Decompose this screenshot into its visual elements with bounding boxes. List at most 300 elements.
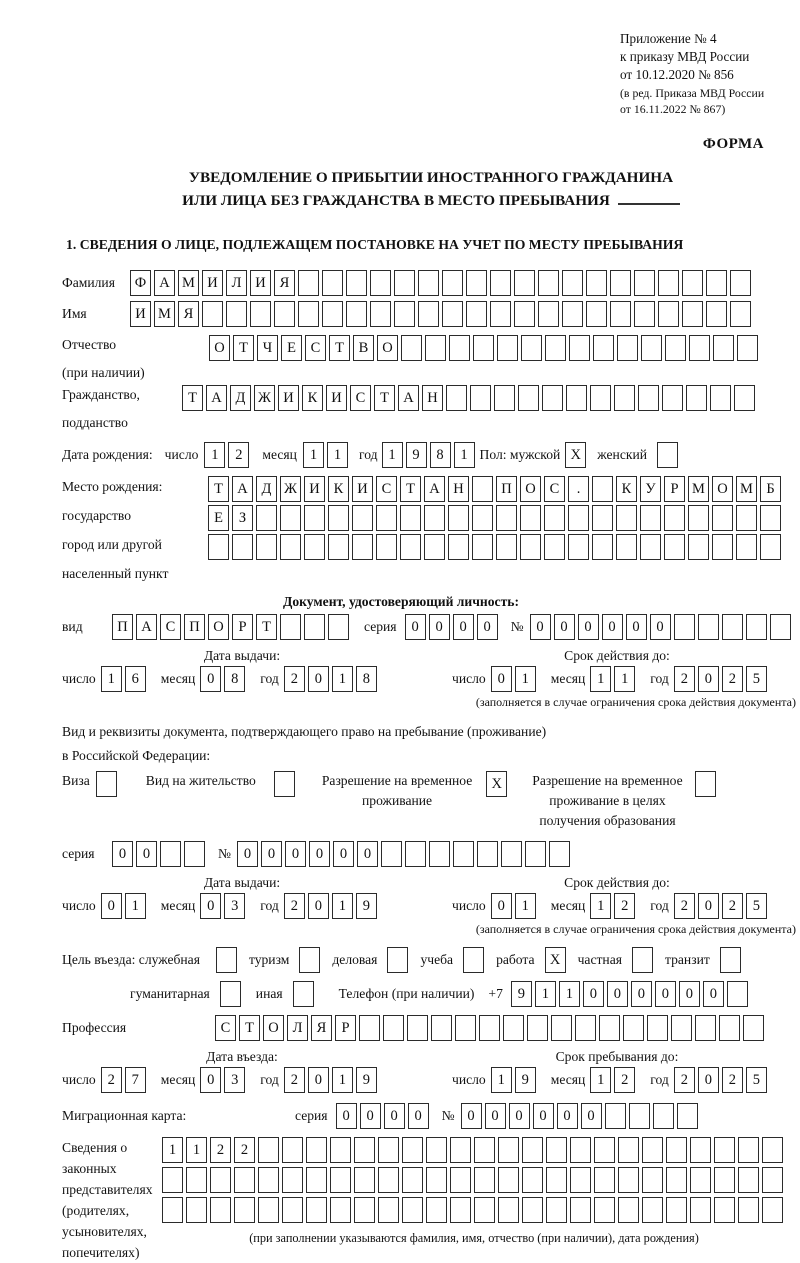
- patronymic-label-line2: (при наличии): [62, 364, 145, 380]
- birthdate-label: Дата рождения:: [62, 446, 153, 462]
- entry-dates-row: [62, 1067, 800, 1093]
- char-box: [378, 1197, 399, 1223]
- char-box: С: [305, 335, 326, 361]
- char-box: 0: [650, 614, 671, 640]
- char-box: 2: [722, 666, 743, 692]
- char-box: П: [112, 614, 133, 640]
- identity-doc-heading: Документ, удостоверяющий личность:: [283, 593, 519, 609]
- char-box: [479, 1015, 500, 1041]
- char-box: И: [202, 270, 223, 296]
- birthplace-labels: [62, 476, 208, 585]
- representatives-label-line: законных: [62, 1161, 117, 1177]
- representatives-label-line: (родителях,: [62, 1203, 130, 1219]
- char-box: [522, 1137, 543, 1163]
- char-box: [466, 270, 487, 296]
- char-box: [568, 505, 589, 531]
- char-box: [641, 335, 662, 361]
- representatives-label-line: Сведения о: [62, 1140, 128, 1156]
- residence-permit-label: Вид на жительство: [145, 773, 256, 789]
- char-box: [370, 301, 391, 327]
- char-box: Т: [400, 476, 421, 502]
- identity-dates-row: [62, 666, 800, 692]
- char-box: [400, 505, 421, 531]
- char-box: [730, 301, 751, 327]
- char-box: [381, 841, 402, 867]
- expiry-day-cells: [491, 666, 539, 692]
- char-box: 5: [746, 893, 767, 919]
- form-title-line1: УВЕДОМЛЕНИЕ О ПРИБЫТИИ ИНОСТРАННОГО ГРАЖДАНИНА: [188, 169, 674, 187]
- checkbox-temp-residence: X: [486, 771, 507, 797]
- char-box: [664, 505, 685, 531]
- char-box: Д: [230, 385, 251, 411]
- char-box: А: [232, 476, 253, 502]
- char-box: [490, 301, 511, 327]
- char-box: [298, 301, 319, 327]
- char-box: [706, 270, 727, 296]
- checkbox-transit: [720, 947, 741, 973]
- char-box: [762, 1137, 783, 1163]
- month-label: месяц: [160, 670, 196, 686]
- char-box: 2: [614, 1067, 635, 1093]
- appendix-line: к приказу МВД России: [620, 48, 750, 64]
- char-box: 2: [210, 1137, 231, 1163]
- form-title: [62, 167, 800, 213]
- checkbox-study: [463, 947, 484, 973]
- char-box: [497, 335, 518, 361]
- char-box: 1: [332, 666, 353, 692]
- issue-day-cells: [101, 893, 149, 919]
- char-box: [370, 270, 391, 296]
- char-box: 0: [309, 841, 330, 867]
- month-label: месяц: [262, 446, 297, 462]
- char-box: 1: [125, 893, 146, 919]
- char-box: [614, 385, 635, 411]
- char-box: [402, 1197, 423, 1223]
- char-box: [328, 614, 349, 640]
- birth-month-cells: [303, 442, 351, 468]
- char-box: [710, 385, 731, 411]
- char-box: Л: [287, 1015, 308, 1041]
- entry-date-captions: [62, 1049, 800, 1065]
- char-box: Ж: [280, 476, 301, 502]
- char-box: 6: [125, 666, 146, 692]
- char-box: [570, 1197, 591, 1223]
- char-box: 0: [698, 1067, 719, 1093]
- char-box: А: [398, 385, 419, 411]
- char-box: Р: [664, 476, 685, 502]
- char-box: 5: [746, 666, 767, 692]
- purpose-transit-label: транзит: [664, 952, 710, 968]
- char-box: 0: [453, 614, 474, 640]
- char-box: 0: [200, 666, 221, 692]
- stay-month-cells: [590, 1067, 638, 1093]
- char-box: Я: [274, 270, 295, 296]
- birth-year-cells: [382, 442, 478, 468]
- char-box: [618, 1137, 639, 1163]
- representatives-cells-row2: [162, 1167, 786, 1193]
- char-box: [449, 335, 470, 361]
- char-box: [282, 1197, 303, 1223]
- expiry-year-cells: [674, 666, 770, 692]
- purpose-business-label: деловая: [332, 952, 378, 968]
- char-box: [760, 534, 781, 560]
- char-box: [258, 1137, 279, 1163]
- char-box: [378, 1137, 399, 1163]
- char-box: [592, 534, 613, 560]
- expiry-month-cells: [590, 666, 638, 692]
- char-box: Т: [329, 335, 350, 361]
- citizenship-label-line1: Гражданство,: [62, 386, 140, 402]
- char-box: 0: [703, 981, 724, 1007]
- char-box: У: [640, 476, 661, 502]
- char-box: [662, 385, 683, 411]
- stay-until-group: [452, 1067, 770, 1093]
- year-label: год: [358, 446, 378, 462]
- char-box: [545, 335, 566, 361]
- char-box: [594, 1167, 615, 1193]
- birthplace-label-line: населенный пункт: [62, 565, 169, 581]
- form-title-line2: ИЛИ ЛИЦА БЕЗ ГРАЖДАНСТВА В МЕСТО ПРЕБЫВАНИЯ: [182, 192, 610, 210]
- residence-dates-row: [62, 893, 800, 919]
- char-box: [498, 1167, 519, 1193]
- char-box: [538, 301, 559, 327]
- month-label: месяц: [550, 898, 586, 914]
- char-box: [328, 505, 349, 531]
- patronymic-label: [62, 335, 209, 383]
- char-box: 0: [509, 1103, 530, 1129]
- char-box: [426, 1137, 447, 1163]
- char-box: 1: [162, 1137, 183, 1163]
- char-box: [401, 335, 422, 361]
- char-box: [569, 335, 590, 361]
- char-box: 1: [535, 981, 556, 1007]
- char-box: 0: [554, 614, 575, 640]
- char-box: [446, 385, 467, 411]
- patronymic-cells: [209, 335, 761, 361]
- char-box: 0: [607, 981, 628, 1007]
- char-box: [562, 270, 583, 296]
- char-box: [642, 1167, 663, 1193]
- char-box: 2: [722, 893, 743, 919]
- char-box: 7: [125, 1067, 146, 1093]
- citizenship-row: [62, 385, 800, 433]
- phone-prefix: +7: [488, 986, 503, 1002]
- char-box: [706, 301, 727, 327]
- char-box: [306, 1167, 327, 1193]
- char-box: [734, 385, 755, 411]
- amendment-line: (в ред. Приказа МВД России: [620, 86, 765, 101]
- migration-card-label: Миграционная карта:: [62, 1108, 187, 1124]
- char-box: [592, 505, 613, 531]
- char-box: [640, 534, 661, 560]
- char-box: [714, 1167, 735, 1193]
- char-box: 8: [356, 666, 377, 692]
- representatives-cells-row3: [162, 1197, 786, 1223]
- char-box: [722, 614, 743, 640]
- char-box: [322, 301, 343, 327]
- char-box: [714, 1137, 735, 1163]
- issue-day-cells: [101, 666, 149, 692]
- char-box: З: [232, 505, 253, 531]
- entry-year-cells: [284, 1067, 380, 1093]
- char-box: [520, 534, 541, 560]
- char-box: 0: [477, 614, 498, 640]
- entry-month-cells: [200, 1067, 248, 1093]
- char-box: [695, 1015, 716, 1041]
- char-box: [743, 1015, 764, 1041]
- char-box: [418, 301, 439, 327]
- char-box: 0: [602, 614, 623, 640]
- char-box: 9: [356, 1067, 377, 1093]
- char-box: [546, 1137, 567, 1163]
- char-box: [354, 1197, 375, 1223]
- char-box: Я: [178, 301, 199, 327]
- year-label: год: [650, 898, 669, 914]
- char-box: [762, 1167, 783, 1193]
- expiry-year-cells: [674, 893, 770, 919]
- day-label: число: [452, 670, 486, 686]
- char-box: [736, 505, 757, 531]
- char-box: [629, 1103, 650, 1129]
- migration-number-label: №: [441, 1108, 455, 1124]
- migration-number-cells: [461, 1103, 701, 1129]
- char-box: О: [377, 335, 398, 361]
- char-box: [549, 841, 570, 867]
- birthplace-cells-row3: [208, 534, 784, 560]
- doc-series-cells: [405, 614, 501, 640]
- char-box: [202, 301, 223, 327]
- char-box: [378, 1167, 399, 1193]
- name-cells: [130, 301, 754, 327]
- char-box: [256, 505, 277, 531]
- char-box: 8: [430, 442, 451, 468]
- char-box: [304, 534, 325, 560]
- char-box: [688, 505, 709, 531]
- birthplace-block: [62, 476, 800, 585]
- char-box: 2: [674, 666, 695, 692]
- char-box: 2: [284, 893, 305, 919]
- migration-series-cells: [336, 1103, 432, 1129]
- char-box: [383, 1015, 404, 1041]
- char-box: И: [304, 476, 325, 502]
- char-box: [162, 1197, 183, 1223]
- char-box: 0: [461, 1103, 482, 1129]
- char-box: [431, 1015, 452, 1041]
- char-box: [330, 1197, 351, 1223]
- char-box: [352, 534, 373, 560]
- char-box: [442, 301, 463, 327]
- char-box: [470, 385, 491, 411]
- checkbox-private: [632, 947, 653, 973]
- phone-label: Телефон (при наличии): [338, 986, 475, 1002]
- day-label: число: [62, 670, 96, 686]
- issue-year-cells: [284, 666, 380, 692]
- char-box: Р: [335, 1015, 356, 1041]
- char-box: [210, 1167, 231, 1193]
- char-box: Т: [239, 1015, 260, 1041]
- birthplace-cells-row2: [208, 505, 784, 531]
- char-box: [394, 301, 415, 327]
- char-box: С: [215, 1015, 236, 1041]
- char-box: [418, 270, 439, 296]
- issue-date-caption: Дата выдачи:: [203, 647, 281, 663]
- char-box: 0: [285, 841, 306, 867]
- char-box: С: [544, 476, 565, 502]
- char-box: [474, 1197, 495, 1223]
- expiry-day-cells: [491, 893, 539, 919]
- representatives-label-line: попечителях): [62, 1245, 140, 1261]
- identity-doc-row: [62, 614, 800, 640]
- char-box: 0: [485, 1103, 506, 1129]
- representatives-labels: [62, 1137, 162, 1263]
- char-box: И: [278, 385, 299, 411]
- checkbox-official: [216, 947, 237, 973]
- char-box: К: [302, 385, 323, 411]
- expiry-month-cells: [590, 893, 638, 919]
- appendix-line: Приложение № 4: [620, 31, 717, 46]
- option-temp-residence-education: [532, 771, 718, 831]
- expiry-note: (заполняется в случае ограничения срока действия документа): [475, 694, 796, 709]
- char-box: О: [712, 476, 733, 502]
- char-box: [474, 1137, 495, 1163]
- residence-options-row: [62, 771, 800, 831]
- expiry-date-caption: Срок действия до:: [564, 875, 670, 891]
- char-box: [640, 505, 661, 531]
- char-box: [330, 1137, 351, 1163]
- char-box: Т: [256, 614, 277, 640]
- char-box: [226, 301, 247, 327]
- char-box: [525, 841, 546, 867]
- purpose-other-label: иная: [255, 986, 283, 1002]
- char-box: 1: [614, 666, 635, 692]
- purpose-private-label: частная: [577, 952, 622, 968]
- char-box: 0: [333, 841, 354, 867]
- residence-doc-intro: [62, 720, 800, 768]
- char-box: [376, 505, 397, 531]
- char-box: М: [736, 476, 757, 502]
- char-box: [400, 534, 421, 560]
- char-box: [682, 301, 703, 327]
- char-box: 1: [332, 893, 353, 919]
- char-box: [450, 1137, 471, 1163]
- char-box: М: [178, 270, 199, 296]
- char-box: [746, 614, 767, 640]
- appendix-line: от 10.12.2020 № 856: [620, 66, 734, 82]
- char-box: 0: [491, 893, 512, 919]
- purpose-row: [62, 947, 800, 973]
- section1-heading: 1. СВЕДЕНИЯ О ЛИЦЕ, ПОДЛЕЖАЩЕМ ПОСТАНОВКЕ НА УЧЕТ ПО МЕСТУ ПРЕБЫВАНИЯ: [66, 236, 684, 252]
- birthdate-row: [62, 442, 800, 468]
- char-box: 0: [357, 841, 378, 867]
- char-box: 1: [515, 893, 536, 919]
- char-box: [666, 1137, 687, 1163]
- char-box: [690, 1167, 711, 1193]
- char-box: [677, 1103, 698, 1129]
- stay-year-cells: [674, 1067, 770, 1093]
- char-box: 2: [674, 1067, 695, 1093]
- representatives-cells-block: [162, 1137, 786, 1246]
- stay-until-caption: Срок пребывания до:: [555, 1049, 679, 1065]
- char-box: К: [328, 476, 349, 502]
- temp-residence-education-label: [532, 771, 682, 831]
- char-box: [618, 1197, 639, 1223]
- char-box: 1: [515, 666, 536, 692]
- purpose-humanitarian-label: гуманитарная: [130, 986, 210, 1002]
- char-box: 1: [327, 442, 348, 468]
- char-box: [472, 476, 493, 502]
- char-box: М: [688, 476, 709, 502]
- citizenship-label: [62, 385, 182, 433]
- char-box: 1: [590, 666, 611, 692]
- phone-cells: [511, 981, 751, 1007]
- char-box: [210, 1197, 231, 1223]
- char-box: 5: [746, 1067, 767, 1093]
- entry-day-cells: [101, 1067, 149, 1093]
- char-box: [394, 270, 415, 296]
- char-box: К: [616, 476, 637, 502]
- char-box: Ф: [130, 270, 151, 296]
- char-box: [570, 1137, 591, 1163]
- title-blank-line: [618, 191, 680, 205]
- checkbox-tourism: [299, 947, 320, 973]
- char-box: 0: [112, 841, 133, 867]
- char-box: [346, 270, 367, 296]
- char-box: [354, 1137, 375, 1163]
- char-box: 0: [530, 614, 551, 640]
- char-box: [616, 534, 637, 560]
- forma-label: ФОРМА: [702, 136, 764, 153]
- option-visa: [62, 771, 120, 797]
- char-box: [610, 301, 631, 327]
- char-box: [544, 534, 565, 560]
- char-box: [514, 270, 535, 296]
- char-box: [522, 1167, 543, 1193]
- char-box: [634, 301, 655, 327]
- char-box: [280, 505, 301, 531]
- char-box: [477, 841, 498, 867]
- char-box: [605, 1103, 626, 1129]
- char-box: 0: [578, 614, 599, 640]
- char-box: 2: [284, 1067, 305, 1093]
- char-box: 1: [590, 1067, 611, 1093]
- char-box: [634, 270, 655, 296]
- char-box: Н: [422, 385, 443, 411]
- representatives-block: [62, 1137, 800, 1263]
- char-box: [738, 1167, 759, 1193]
- char-box: [713, 335, 734, 361]
- char-box: 8: [224, 666, 245, 692]
- char-box: А: [154, 270, 175, 296]
- residence-series-row: [62, 841, 800, 867]
- char-box: [424, 534, 445, 560]
- char-box: [520, 505, 541, 531]
- checkbox-visa: [96, 771, 117, 797]
- char-box: 0: [360, 1103, 381, 1129]
- surname-cells: [130, 270, 754, 296]
- char-box: 0: [626, 614, 647, 640]
- citizenship-cells: [182, 385, 758, 411]
- char-box: Т: [374, 385, 395, 411]
- char-box: [346, 301, 367, 327]
- char-box: 0: [491, 666, 512, 692]
- char-box: [490, 270, 511, 296]
- char-box: [514, 301, 535, 327]
- day-label: число: [452, 898, 486, 914]
- char-box: [426, 1197, 447, 1223]
- char-box: [258, 1167, 279, 1193]
- char-box: [496, 534, 517, 560]
- char-box: П: [496, 476, 517, 502]
